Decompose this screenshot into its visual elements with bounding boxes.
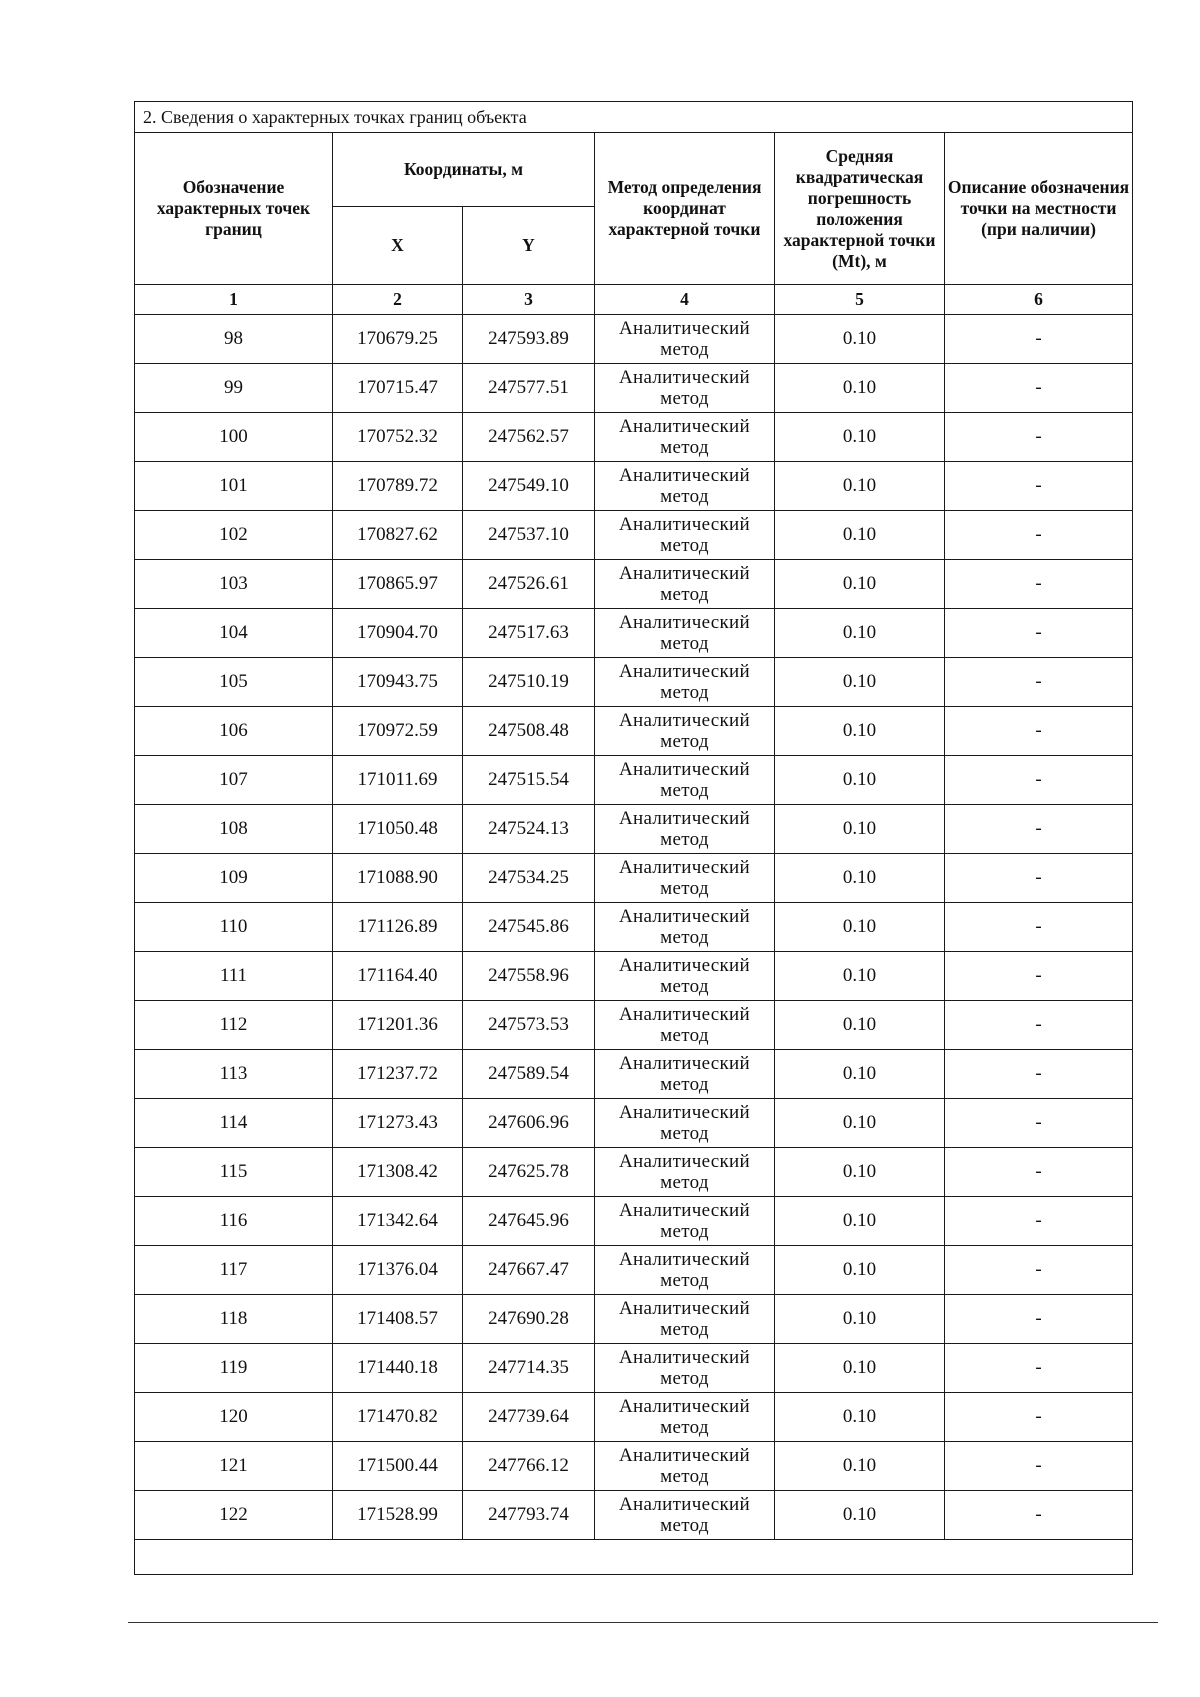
point-cell: 106 bbox=[135, 707, 333, 756]
method-cell: Аналитический метод bbox=[595, 707, 775, 756]
method-cell: Аналитический метод bbox=[595, 1099, 775, 1148]
description-cell: - bbox=[945, 511, 1133, 560]
y-cell: 247508.48 bbox=[463, 707, 595, 756]
description-cell: - bbox=[945, 1197, 1133, 1246]
description-cell: - bbox=[945, 1393, 1133, 1442]
point-cell: 121 bbox=[135, 1442, 333, 1491]
table-row bbox=[135, 1393, 1133, 1442]
x-cell: 171237.72 bbox=[333, 1050, 463, 1099]
description-cell: - bbox=[945, 1442, 1133, 1491]
table-row bbox=[135, 315, 1133, 364]
x-cell: 170789.72 bbox=[333, 462, 463, 511]
table-row bbox=[135, 511, 1133, 560]
column-number-1: 1 bbox=[135, 285, 333, 315]
y-cell: 247593.89 bbox=[463, 315, 595, 364]
method-cell: Аналитический метод bbox=[595, 658, 775, 707]
y-cell: 247625.78 bbox=[463, 1148, 595, 1197]
y-cell: 247549.10 bbox=[463, 462, 595, 511]
header-method: Метод определения координат характерной точки bbox=[595, 133, 775, 285]
description-cell: - bbox=[945, 1050, 1133, 1099]
method-cell: Аналитический метод bbox=[595, 805, 775, 854]
error-cell: 0.10 bbox=[775, 1442, 945, 1491]
x-cell: 170972.59 bbox=[333, 707, 463, 756]
point-cell: 122 bbox=[135, 1491, 333, 1540]
table-row bbox=[135, 609, 1133, 658]
header-point: Обозначение характерных точек границ bbox=[135, 133, 333, 285]
point-cell: 116 bbox=[135, 1197, 333, 1246]
table-row bbox=[135, 1246, 1133, 1295]
method-cell: Аналитический метод bbox=[595, 1001, 775, 1050]
description-cell: - bbox=[945, 609, 1133, 658]
point-cell: 115 bbox=[135, 1148, 333, 1197]
boundary-points-table bbox=[134, 101, 1133, 1575]
description-cell: - bbox=[945, 1491, 1133, 1540]
method-cell: Аналитический метод bbox=[595, 1491, 775, 1540]
point-cell: 110 bbox=[135, 903, 333, 952]
x-cell: 170752.32 bbox=[333, 413, 463, 462]
description-cell: - bbox=[945, 707, 1133, 756]
error-cell: 0.10 bbox=[775, 1050, 945, 1099]
method-cell: Аналитический метод bbox=[595, 609, 775, 658]
x-cell: 170827.62 bbox=[333, 511, 463, 560]
description-cell: - bbox=[945, 1099, 1133, 1148]
section-title: 2. Сведения о характерных точках границ объекта bbox=[135, 102, 1133, 133]
point-cell: 119 bbox=[135, 1344, 333, 1393]
x-cell: 171050.48 bbox=[333, 805, 463, 854]
description-cell: - bbox=[945, 364, 1133, 413]
bottom-divider bbox=[128, 1622, 1158, 1623]
description-cell: - bbox=[945, 952, 1133, 1001]
point-cell: 104 bbox=[135, 609, 333, 658]
y-cell: 247534.25 bbox=[463, 854, 595, 903]
description-cell: - bbox=[945, 1344, 1133, 1393]
description-cell: - bbox=[945, 854, 1133, 903]
error-cell: 0.10 bbox=[775, 462, 945, 511]
table-row bbox=[135, 658, 1133, 707]
column-number-6: 6 bbox=[945, 285, 1133, 315]
table-row bbox=[135, 1148, 1133, 1197]
table-row bbox=[135, 707, 1133, 756]
table-row bbox=[135, 1491, 1133, 1540]
method-cell: Аналитический метод bbox=[595, 1148, 775, 1197]
y-cell: 247562.57 bbox=[463, 413, 595, 462]
table-row bbox=[135, 364, 1133, 413]
point-cell: 118 bbox=[135, 1295, 333, 1344]
method-cell: Аналитический метод bbox=[595, 413, 775, 462]
table-row bbox=[135, 1001, 1133, 1050]
description-cell: - bbox=[945, 1246, 1133, 1295]
table-row bbox=[135, 1050, 1133, 1099]
point-cell: 108 bbox=[135, 805, 333, 854]
y-cell: 247690.28 bbox=[463, 1295, 595, 1344]
error-cell: 0.10 bbox=[775, 560, 945, 609]
point-cell: 101 bbox=[135, 462, 333, 511]
error-cell: 0.10 bbox=[775, 1295, 945, 1344]
document-sheet bbox=[134, 101, 1132, 1575]
description-cell: - bbox=[945, 413, 1133, 462]
point-cell: 120 bbox=[135, 1393, 333, 1442]
x-cell: 170715.47 bbox=[333, 364, 463, 413]
method-cell: Аналитический метод bbox=[595, 952, 775, 1001]
table-body bbox=[135, 315, 1133, 1540]
description-cell: - bbox=[945, 658, 1133, 707]
y-cell: 247793.74 bbox=[463, 1491, 595, 1540]
description-cell: - bbox=[945, 1295, 1133, 1344]
x-cell: 171308.42 bbox=[333, 1148, 463, 1197]
method-cell: Аналитический метод bbox=[595, 1442, 775, 1491]
table-row bbox=[135, 756, 1133, 805]
column-number-2: 2 bbox=[333, 285, 463, 315]
x-cell: 171273.43 bbox=[333, 1099, 463, 1148]
point-cell: 114 bbox=[135, 1099, 333, 1148]
table-row bbox=[135, 903, 1133, 952]
header-error: Средняя квадратическая погрешность положения характерной точки (Mt), м bbox=[775, 133, 945, 285]
column-number-3: 3 bbox=[463, 285, 595, 315]
x-cell: 170943.75 bbox=[333, 658, 463, 707]
table-row bbox=[135, 1099, 1133, 1148]
x-cell: 171164.40 bbox=[333, 952, 463, 1001]
error-cell: 0.10 bbox=[775, 952, 945, 1001]
point-cell: 102 bbox=[135, 511, 333, 560]
description-cell: - bbox=[945, 1148, 1133, 1197]
x-cell: 170865.97 bbox=[333, 560, 463, 609]
y-cell: 247667.47 bbox=[463, 1246, 595, 1295]
y-cell: 247526.61 bbox=[463, 560, 595, 609]
point-cell: 98 bbox=[135, 315, 333, 364]
table-row bbox=[135, 805, 1133, 854]
table-row bbox=[135, 1442, 1133, 1491]
column-number-5: 5 bbox=[775, 285, 945, 315]
description-cell: - bbox=[945, 315, 1133, 364]
x-cell: 171440.18 bbox=[333, 1344, 463, 1393]
error-cell: 0.10 bbox=[775, 1148, 945, 1197]
error-cell: 0.10 bbox=[775, 756, 945, 805]
point-cell: 105 bbox=[135, 658, 333, 707]
error-cell: 0.10 bbox=[775, 658, 945, 707]
y-cell: 247545.86 bbox=[463, 903, 595, 952]
error-cell: 0.10 bbox=[775, 854, 945, 903]
error-cell: 0.10 bbox=[775, 1001, 945, 1050]
y-cell: 247537.10 bbox=[463, 511, 595, 560]
method-cell: Аналитический метод bbox=[595, 854, 775, 903]
description-cell: - bbox=[945, 903, 1133, 952]
method-cell: Аналитический метод bbox=[595, 1246, 775, 1295]
method-cell: Аналитический метод bbox=[595, 1295, 775, 1344]
table-footer-row bbox=[135, 1540, 1133, 1575]
y-cell: 247714.35 bbox=[463, 1344, 595, 1393]
point-cell: 112 bbox=[135, 1001, 333, 1050]
error-cell: 0.10 bbox=[775, 1344, 945, 1393]
method-cell: Аналитический метод bbox=[595, 756, 775, 805]
method-cell: Аналитический метод bbox=[595, 511, 775, 560]
error-cell: 0.10 bbox=[775, 1393, 945, 1442]
y-cell: 247645.96 bbox=[463, 1197, 595, 1246]
error-cell: 0.10 bbox=[775, 413, 945, 462]
point-cell: 100 bbox=[135, 413, 333, 462]
description-cell: - bbox=[945, 1001, 1133, 1050]
header-y: Y bbox=[463, 207, 595, 285]
y-cell: 247606.96 bbox=[463, 1099, 595, 1148]
x-cell: 171470.82 bbox=[333, 1393, 463, 1442]
x-cell: 171126.89 bbox=[333, 903, 463, 952]
header-coords: Координаты, м bbox=[333, 133, 595, 207]
table-row bbox=[135, 1197, 1133, 1246]
y-cell: 247739.64 bbox=[463, 1393, 595, 1442]
method-cell: Аналитический метод bbox=[595, 462, 775, 511]
y-cell: 247589.54 bbox=[463, 1050, 595, 1099]
x-cell: 171342.64 bbox=[333, 1197, 463, 1246]
x-cell: 171528.99 bbox=[333, 1491, 463, 1540]
point-cell: 111 bbox=[135, 952, 333, 1001]
y-cell: 247510.19 bbox=[463, 658, 595, 707]
error-cell: 0.10 bbox=[775, 805, 945, 854]
error-cell: 0.10 bbox=[775, 609, 945, 658]
y-cell: 247577.51 bbox=[463, 364, 595, 413]
point-cell: 107 bbox=[135, 756, 333, 805]
header-x: X bbox=[333, 207, 463, 285]
method-cell: Аналитический метод bbox=[595, 1344, 775, 1393]
table-row bbox=[135, 462, 1133, 511]
error-cell: 0.10 bbox=[775, 1099, 945, 1148]
table-row bbox=[135, 1344, 1133, 1393]
x-cell: 171088.90 bbox=[333, 854, 463, 903]
point-cell: 103 bbox=[135, 560, 333, 609]
table-row bbox=[135, 1295, 1133, 1344]
table-row bbox=[135, 854, 1133, 903]
error-cell: 0.10 bbox=[775, 315, 945, 364]
y-cell: 247517.63 bbox=[463, 609, 595, 658]
table-row bbox=[135, 560, 1133, 609]
method-cell: Аналитический метод bbox=[595, 315, 775, 364]
method-cell: Аналитический метод bbox=[595, 1050, 775, 1099]
point-cell: 113 bbox=[135, 1050, 333, 1099]
error-cell: 0.10 bbox=[775, 1491, 945, 1540]
table-row bbox=[135, 413, 1133, 462]
y-cell: 247515.54 bbox=[463, 756, 595, 805]
description-cell: - bbox=[945, 462, 1133, 511]
x-cell: 171201.36 bbox=[333, 1001, 463, 1050]
y-cell: 247558.96 bbox=[463, 952, 595, 1001]
method-cell: Аналитический метод bbox=[595, 560, 775, 609]
x-cell: 171408.57 bbox=[333, 1295, 463, 1344]
error-cell: 0.10 bbox=[775, 1246, 945, 1295]
method-cell: Аналитический метод bbox=[595, 364, 775, 413]
error-cell: 0.10 bbox=[775, 1197, 945, 1246]
point-cell: 117 bbox=[135, 1246, 333, 1295]
description-cell: - bbox=[945, 560, 1133, 609]
description-cell: - bbox=[945, 805, 1133, 854]
x-cell: 171376.04 bbox=[333, 1246, 463, 1295]
y-cell: 247524.13 bbox=[463, 805, 595, 854]
x-cell: 170679.25 bbox=[333, 315, 463, 364]
error-cell: 0.10 bbox=[775, 903, 945, 952]
method-cell: Аналитический метод bbox=[595, 1197, 775, 1246]
x-cell: 171011.69 bbox=[333, 756, 463, 805]
method-cell: Аналитический метод bbox=[595, 903, 775, 952]
error-cell: 0.10 bbox=[775, 364, 945, 413]
column-number-4: 4 bbox=[595, 285, 775, 315]
x-cell: 171500.44 bbox=[333, 1442, 463, 1491]
table-row bbox=[135, 952, 1133, 1001]
error-cell: 0.10 bbox=[775, 511, 945, 560]
header-description: Описание обозначения точки на местности (при наличии) bbox=[945, 133, 1133, 285]
point-cell: 109 bbox=[135, 854, 333, 903]
y-cell: 247573.53 bbox=[463, 1001, 595, 1050]
error-cell: 0.10 bbox=[775, 707, 945, 756]
method-cell: Аналитический метод bbox=[595, 1393, 775, 1442]
y-cell: 247766.12 bbox=[463, 1442, 595, 1491]
x-cell: 170904.70 bbox=[333, 609, 463, 658]
point-cell: 99 bbox=[135, 364, 333, 413]
description-cell: - bbox=[945, 756, 1133, 805]
